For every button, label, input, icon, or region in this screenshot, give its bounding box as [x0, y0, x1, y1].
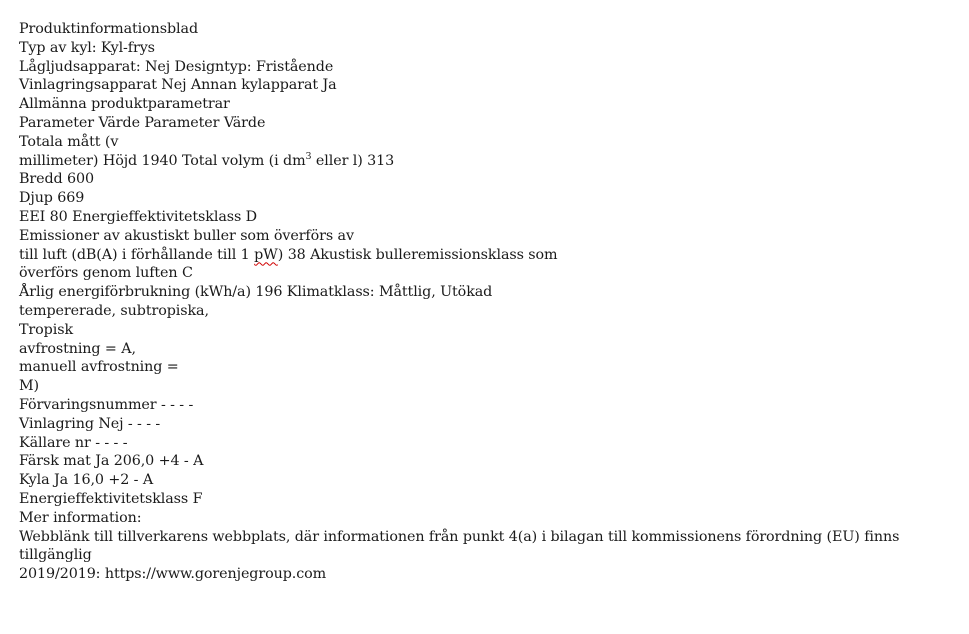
- doc-title: Produktinformationsblad: [19, 21, 198, 37]
- doc-line: Färsk mat Ja 206,0 +4 - A: [19, 453, 204, 470]
- doc-line: tillgänglig: [19, 547, 92, 564]
- doc-line: manuell avfrostning =: [19, 359, 179, 376]
- doc-line: Kyla Ja 16,0 +2 - A: [19, 472, 154, 489]
- volume-line-text: millimeter) Höjd 1940 Total volym (i dm: [19, 152, 306, 169]
- doc-line: Lågljudsapparat: Nej Designtyp: Fristående: [19, 58, 334, 75]
- doc-line: avfrostning = A,: [19, 340, 136, 357]
- doc-line: Tropisk: [19, 321, 74, 338]
- doc-line: Totala mått (v: [19, 133, 119, 150]
- doc-line: Energieffektivitetsklass F: [19, 490, 203, 507]
- more-info-heading: Mer information:: [19, 509, 142, 526]
- doc-line: Typ av kyl: Kyl-frys: [19, 39, 155, 56]
- spellcheck-marked-word[interactable]: pW: [254, 246, 278, 263]
- doc-line: överförs genom luften C: [19, 265, 193, 282]
- doc-line: Årlig energiförbrukning (kWh/a) 196 Klimatklass: Måttlig, Utökad: [19, 284, 493, 301]
- doc-line: tempererade, subtropiska,: [19, 302, 209, 319]
- noise-line: [19, 246, 959, 265]
- doc-line: Vinlagring Nej - - - -: [19, 415, 161, 432]
- noise-line-text-end: ) 38 Akustisk bulleremissionsklass som: [277, 246, 558, 263]
- doc-line: Allmänna produktparametrar: [19, 96, 230, 113]
- doc-line: Källare nr - - - -: [19, 434, 128, 451]
- doc-line: Emissioner av akustiskt buller som överförs av: [19, 227, 354, 244]
- doc-line: M): [19, 378, 40, 395]
- volume-line: [19, 152, 959, 171]
- doc-line: Parameter Värde Parameter Värde: [19, 114, 266, 131]
- doc-line: EEI 80 Energieffektivitetsklass D: [19, 208, 258, 225]
- noise-line-text: till luft (dB(A) i förhållande till 1: [19, 246, 255, 263]
- doc-line: Webblänk till tillverkarens webbplats, där informationen från punkt 4(a) i bilagan till kommissionens förordning (EU) finns: [19, 528, 900, 545]
- doc-line: Djup 669: [19, 190, 85, 207]
- doc-line: Vinlagringsapparat Nej Annan kylapparat Ja: [19, 77, 337, 94]
- manufacturer-url-line: 2019/2019: https://www.gorenjegroup.com: [19, 566, 327, 583]
- superscript: 3: [305, 150, 312, 162]
- document-body: [19, 20, 959, 584]
- doc-line: Bredd 600: [19, 171, 95, 188]
- doc-line: Förvaringsnummer - - - -: [19, 396, 194, 413]
- volume-line-text-end: eller l) 313: [311, 152, 395, 169]
